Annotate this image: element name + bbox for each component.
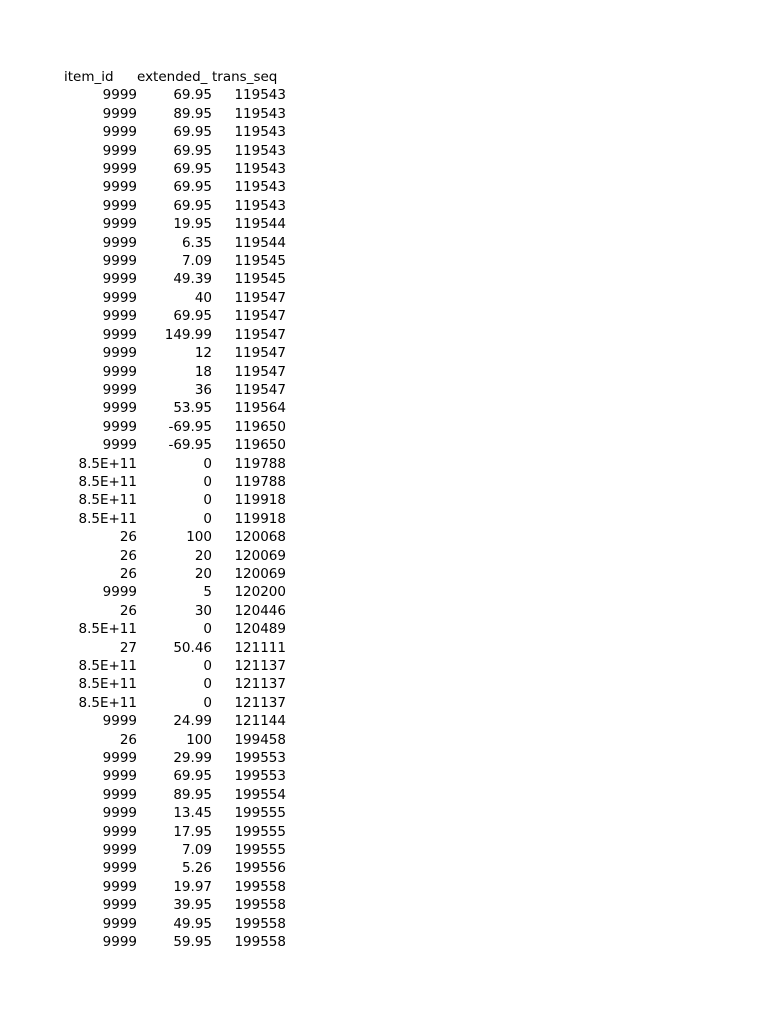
cell-item-id: 9999	[102, 345, 137, 362]
cell-trans-seq: 199556	[234, 860, 286, 877]
table-body	[64, 86, 286, 951]
cell-extended: 69.95	[173, 179, 212, 196]
cell-trans-seq: 199554	[234, 786, 286, 803]
table-row	[64, 270, 286, 288]
cell-extended: 20	[194, 547, 212, 564]
table-row	[64, 639, 286, 657]
cell-item-id: 9999	[102, 271, 137, 288]
cell-trans-seq: 199555	[234, 842, 286, 859]
table-row	[64, 767, 286, 785]
table-row	[64, 252, 286, 270]
cell-trans-seq: 199553	[234, 768, 286, 785]
cell-extended: 30	[194, 602, 212, 619]
cell-extended: 0	[203, 621, 212, 638]
cell-trans-seq: 119918	[234, 492, 286, 509]
cell-trans-seq: 199558	[234, 915, 286, 932]
cell-item-id: 9999	[102, 418, 137, 435]
cell-extended: 69.95	[173, 768, 212, 785]
cell-item-id: 9999	[102, 253, 137, 270]
table-row	[64, 528, 286, 546]
cell-item-id: 9999	[102, 860, 137, 877]
cell-extended: 0	[203, 658, 212, 674]
cell-trans-seq: 119918	[234, 510, 286, 527]
table-row	[64, 344, 286, 362]
cell-trans-seq: 120068	[234, 529, 286, 546]
cell-trans-seq: 119788	[234, 455, 286, 472]
table-row	[64, 804, 286, 822]
cell-trans-seq: 119547	[234, 289, 286, 306]
cell-extended: 19.95	[173, 216, 212, 233]
header-trans-seq: trans_seq	[212, 69, 278, 85]
cell-extended: 100	[186, 731, 212, 748]
table-row	[64, 583, 286, 601]
cell-extended: 39.95	[173, 897, 212, 914]
cell-extended: 29.99	[173, 750, 212, 767]
cell-trans-seq: 119788	[234, 473, 286, 490]
cell-trans-seq: 121137	[234, 658, 286, 674]
cell-item-id: 9999	[102, 713, 137, 730]
cell-item-id: 9999	[102, 124, 137, 141]
cell-extended: 149.99	[164, 326, 212, 343]
header-extended: extended_	[137, 69, 208, 85]
cell-item-id: 9999	[102, 197, 137, 214]
table-row	[64, 86, 286, 104]
cell-extended: 0	[203, 510, 212, 527]
cell-item-id: 8.5E+11	[78, 473, 137, 490]
cell-item-id: 27	[119, 639, 137, 656]
cell-extended: 69.95	[173, 161, 212, 178]
table-row	[64, 915, 286, 933]
header-item-id: item_id	[64, 69, 114, 85]
cell-item-id: 9999	[102, 897, 137, 914]
table-row	[64, 142, 286, 160]
cell-item-id: 9999	[102, 179, 137, 196]
table-row	[64, 510, 286, 528]
cell-trans-seq: 119543	[234, 124, 286, 141]
cell-trans-seq: 199458	[234, 731, 286, 748]
cell-item-id: 9999	[102, 161, 137, 178]
cell-item-id: 9999	[102, 234, 137, 251]
cell-trans-seq: 119547	[234, 381, 286, 398]
table-row	[64, 602, 286, 620]
table-row	[64, 878, 286, 896]
table-row	[64, 178, 286, 196]
cell-trans-seq: 199558	[234, 878, 286, 895]
cell-extended: 53.95	[173, 400, 212, 417]
cell-item-id: 8.5E+11	[78, 658, 137, 674]
cell-extended: 49.95	[173, 915, 212, 932]
cell-extended: 17.95	[173, 823, 212, 840]
cell-item-id: 9999	[102, 216, 137, 233]
cell-item-id: 26	[119, 602, 137, 619]
cell-extended: 0	[203, 676, 212, 693]
table-row	[64, 215, 286, 233]
cell-extended: 69.95	[173, 124, 212, 141]
cell-item-id: 8.5E+11	[78, 492, 137, 509]
cell-trans-seq: 120446	[234, 602, 286, 619]
cell-item-id: 9999	[102, 805, 137, 822]
cell-extended: 49.39	[173, 271, 212, 288]
cell-extended: 69.95	[173, 197, 212, 214]
cell-item-id: 8.5E+11	[78, 455, 137, 472]
cell-extended: 5.26	[181, 860, 212, 877]
table-row	[64, 657, 286, 675]
cell-trans-seq: 119650	[234, 437, 286, 454]
table-row	[64, 234, 286, 252]
cell-item-id: 9999	[102, 584, 137, 601]
cell-item-id: 9999	[102, 934, 137, 951]
table-row	[64, 620, 286, 638]
cell-extended: 40	[194, 289, 212, 306]
cell-trans-seq: 119564	[234, 400, 286, 417]
cell-item-id: 9999	[102, 878, 137, 895]
cell-extended: 5	[203, 584, 212, 601]
cell-item-id: 9999	[102, 363, 137, 380]
table-row	[64, 473, 286, 491]
cell-trans-seq: 119547	[234, 345, 286, 362]
cell-trans-seq: 119544	[234, 234, 286, 251]
cell-trans-seq: 199558	[234, 897, 286, 914]
cell-item-id: 9999	[102, 326, 137, 343]
cell-extended: 18	[194, 363, 212, 380]
cell-item-id: 9999	[102, 289, 137, 306]
table-row	[64, 731, 286, 749]
cell-trans-seq: 120069	[234, 547, 286, 564]
cell-item-id: 9999	[102, 786, 137, 803]
cell-extended: 7.09	[181, 842, 212, 859]
cell-extended: 69.95	[173, 87, 212, 104]
table-row	[64, 363, 286, 381]
cell-item-id: 26	[119, 565, 137, 582]
cell-item-id: 9999	[102, 400, 137, 417]
cell-item-id: 9999	[102, 142, 137, 159]
header-row	[64, 68, 286, 86]
table-row	[64, 491, 286, 509]
cell-item-id: 9999	[102, 823, 137, 840]
cell-trans-seq: 199555	[234, 805, 286, 822]
cell-trans-seq: 199553	[234, 750, 286, 767]
cell-item-id: 26	[119, 731, 137, 748]
cell-extended: 0	[203, 473, 212, 490]
cell-extended: 69.95	[173, 308, 212, 325]
cell-extended: 6.35	[181, 234, 212, 251]
table-row	[64, 123, 286, 141]
cell-extended: -69.95	[168, 437, 212, 454]
table-row	[64, 436, 286, 454]
table-row	[64, 933, 286, 951]
cell-item-id: 8.5E+11	[78, 694, 137, 711]
table-row	[64, 547, 286, 565]
cell-extended: 0	[203, 694, 212, 711]
cell-trans-seq: 121144	[234, 713, 286, 730]
cell-trans-seq: 119547	[234, 363, 286, 380]
cell-trans-seq: 119650	[234, 418, 286, 435]
cell-extended: 19.97	[173, 878, 212, 895]
spreadsheet	[64, 68, 286, 952]
cell-extended: 89.95	[173, 105, 212, 122]
table-row	[64, 896, 286, 914]
table-row	[64, 105, 286, 123]
cell-item-id: 8.5E+11	[78, 676, 137, 693]
cell-item-id: 9999	[102, 915, 137, 932]
cell-extended: 69.95	[173, 142, 212, 159]
cell-item-id: 26	[119, 529, 137, 546]
table-row	[64, 381, 286, 399]
cell-extended: 100	[186, 529, 212, 546]
cell-item-id: 8.5E+11	[78, 621, 137, 638]
cell-item-id: 9999	[102, 105, 137, 122]
cell-extended: 24.99	[173, 713, 212, 730]
table-row	[64, 418, 286, 436]
table-row	[64, 565, 286, 583]
cell-item-id: 9999	[102, 842, 137, 859]
table-row	[64, 197, 286, 215]
cell-item-id: 9999	[102, 308, 137, 325]
cell-item-id: 9999	[102, 437, 137, 454]
cell-trans-seq: 119545	[234, 253, 286, 270]
cell-item-id: 26	[119, 547, 137, 564]
cell-extended: 20	[194, 565, 212, 582]
table-row	[64, 675, 286, 693]
table-row	[64, 455, 286, 473]
table-row	[64, 326, 286, 344]
cell-trans-seq: 120200	[234, 584, 286, 601]
cell-trans-seq: 119543	[234, 87, 286, 104]
table-row	[64, 712, 286, 730]
cell-item-id: 9999	[102, 87, 137, 104]
cell-trans-seq: 119543	[234, 142, 286, 159]
table-row	[64, 841, 286, 859]
cell-trans-seq: 121137	[234, 694, 286, 711]
cell-extended: 59.95	[173, 934, 212, 951]
cell-extended: 0	[203, 492, 212, 509]
cell-trans-seq: 119543	[234, 197, 286, 214]
cell-trans-seq: 199555	[234, 823, 286, 840]
table-row	[64, 823, 286, 841]
cell-extended: 0	[203, 455, 212, 472]
table-row	[64, 694, 286, 712]
table-row	[64, 160, 286, 178]
table-row	[64, 399, 286, 417]
data-table	[64, 68, 286, 952]
cell-trans-seq: 119543	[234, 179, 286, 196]
table-row	[64, 859, 286, 877]
table-row	[64, 749, 286, 767]
cell-extended: 7.09	[181, 253, 212, 270]
cell-trans-seq: 199558	[234, 934, 286, 951]
cell-item-id: 9999	[102, 750, 137, 767]
cell-extended: 36	[194, 381, 212, 398]
cell-item-id: 8.5E+11	[78, 510, 137, 527]
cell-extended: -69.95	[168, 418, 212, 435]
cell-extended: 50.46	[173, 639, 212, 656]
table-row	[64, 307, 286, 325]
cell-trans-seq: 120489	[234, 621, 286, 638]
cell-trans-seq: 121111	[234, 639, 286, 656]
cell-trans-seq: 119545	[234, 271, 286, 288]
cell-trans-seq: 119547	[234, 308, 286, 325]
cell-trans-seq: 121137	[234, 676, 286, 693]
cell-trans-seq: 120069	[234, 565, 286, 582]
cell-trans-seq: 119543	[234, 161, 286, 178]
cell-item-id: 9999	[102, 381, 137, 398]
cell-item-id: 9999	[102, 768, 137, 785]
table-row	[64, 786, 286, 804]
cell-trans-seq: 119547	[234, 326, 286, 343]
cell-extended: 13.45	[173, 805, 212, 822]
table-row	[64, 289, 286, 307]
cell-extended: 89.95	[173, 786, 212, 803]
cell-extended: 12	[194, 345, 212, 362]
cell-trans-seq: 119544	[234, 216, 286, 233]
cell-trans-seq: 119543	[234, 105, 286, 122]
